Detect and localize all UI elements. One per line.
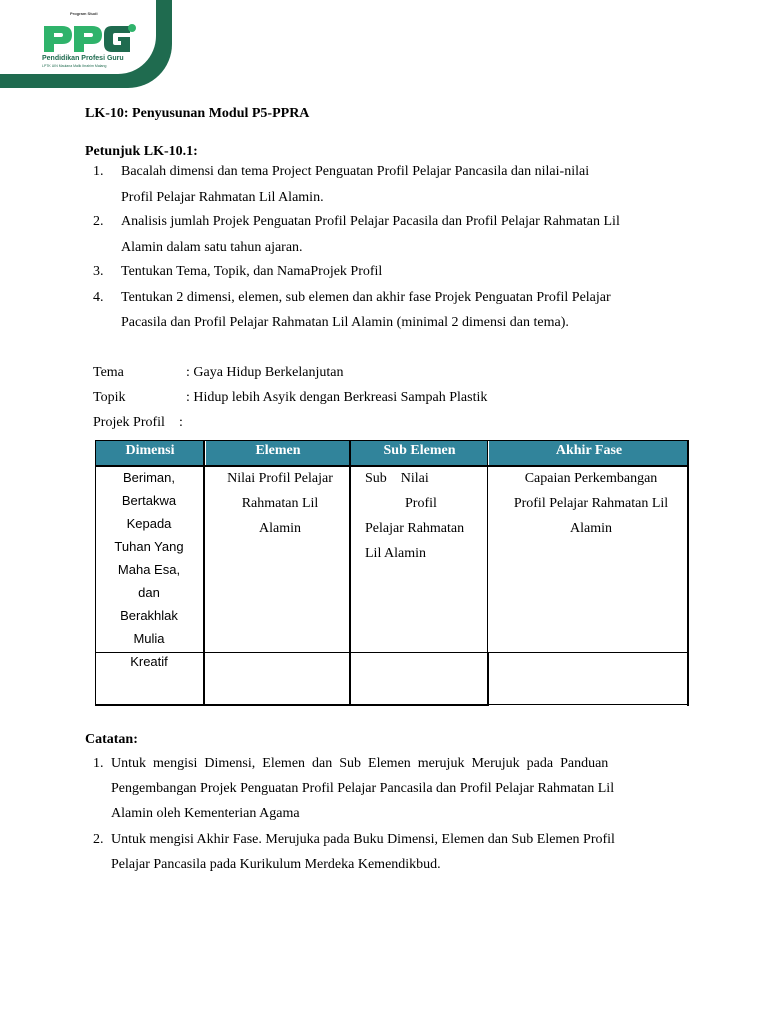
list-number: 1.	[93, 756, 104, 771]
column-divider	[203, 440, 205, 706]
cell-line: Alamin	[570, 521, 612, 536]
catatan-heading: Catatan:	[85, 732, 138, 747]
list-line: Tentukan Tema, Topik, dan NamaProjek Profil	[121, 264, 383, 279]
table-header-elemen: Elemen	[206, 440, 350, 465]
cell-line: dan	[138, 585, 160, 600]
cell-line: Mulia	[133, 631, 165, 646]
list-line: Alamin oleh Kementerian Agama	[111, 806, 300, 821]
table-border	[95, 704, 489, 706]
ppg-logo-icon	[40, 22, 136, 54]
cell-akhir-fase	[491, 466, 691, 541]
list-line: Tentukan 2 dimensi, elemen, sub elemen dan akhir fase Projek Penguatan Profil Pelajar	[121, 290, 611, 305]
topik-label: Topik	[93, 390, 126, 405]
column-divider	[487, 652, 489, 706]
tema-value: : Gaya Hidup Berkelanjutan	[186, 365, 344, 380]
cell-line: Sub Nilai	[365, 471, 429, 486]
table-border	[95, 440, 96, 706]
cell-line: Berakhlak	[120, 608, 178, 623]
tema-label: Tema	[93, 365, 124, 380]
cell-line: Bertakwa	[121, 493, 177, 508]
list-line: Analisis jumlah Projek Penguatan Profil Pelajar Pacasila dan Profil Pelajar Rahmatan Lil	[121, 214, 620, 229]
cell-line: Kepada	[126, 516, 172, 531]
table-border	[95, 440, 689, 441]
table-header-akhir-fase: Akhir Fase	[489, 440, 689, 465]
list-line: Pengembangan Projek Penguatan Profil Pelajar Pancasila dan Profil Pelajar Rahmatan Lil	[111, 781, 615, 796]
list-line: Pacasila dan Profil Pelajar Rahmatan Lil Alamin (minimal 2 dimensi dan tema).	[121, 315, 569, 330]
petunjuk-heading: Petunjuk LK-10.1:	[85, 144, 198, 159]
cell-dimensi-kreatif: Kreatif	[130, 654, 168, 669]
list-line: Untuk mengisi Akhir Fase. Merujuka pada Buku Dimensi, Elemen dan Sub Elemen Profil	[111, 832, 615, 847]
cell-dimensi	[97, 466, 201, 650]
logo-name: Pendidikan Profesi Guru	[42, 55, 124, 62]
list-line: Untuk mengisi Dimensi, Elemen dan Sub Elemen merujuk Merujuk pada Panduan	[111, 756, 609, 771]
cell-line: Capaian Perkembangan	[524, 471, 658, 486]
list-number: 1.	[93, 164, 104, 179]
cell-line: Lil Alamin	[365, 546, 427, 561]
table-border	[488, 704, 689, 705]
list-number: 2.	[93, 214, 104, 229]
table-header-sub-elemen: Sub Elemen	[351, 440, 488, 465]
projek-profil-label: Projek Profil :	[93, 415, 183, 430]
cell-line: Maha Esa,	[117, 562, 181, 577]
cell-line: Nilai Profil Pelajar	[227, 471, 333, 486]
document-title: LK-10: Penyusunan Modul P5-PPRA	[85, 106, 310, 121]
list-number: 2.	[93, 832, 104, 847]
profile-table	[95, 440, 689, 706]
cell-sub-elemen	[365, 466, 485, 566]
cell-elemen	[207, 466, 353, 541]
list-line: Alamin dalam satu tahun ajaran.	[121, 240, 303, 255]
cell-line: Pelajar Rahmatan	[365, 521, 465, 536]
list-line: Bacalah dimensi dan tema Project Penguatan Profil Pelajar Pancasila dan nilai-nilai	[121, 164, 590, 179]
cell-line: Profil Pelajar Rahmatan Lil	[513, 496, 669, 511]
cell-line: Rahmatan Lil	[241, 496, 319, 511]
list-number: 4.	[93, 290, 104, 305]
list-line: Profil Pelajar Rahmatan Lil Alamin.	[121, 190, 324, 205]
logo-program-studi: Program Studi	[70, 11, 98, 16]
list-line: Pelajar Pancasila pada Kurikulum Merdeka Kemendikbud.	[111, 857, 441, 872]
topik-value: : Hidup lebih Asyik dengan Berkreasi Sampah Plastik	[186, 390, 488, 405]
logo-card	[0, 0, 156, 74]
cell-line: Tuhan Yang	[114, 539, 184, 554]
table-header-dimensi: Dimensi	[95, 440, 205, 465]
logo-subtitle: LPTK UIN Maulana Malik Ibrahim Malang	[42, 64, 107, 68]
cell-line: Profil	[405, 496, 437, 511]
cell-line: Beriman,	[122, 470, 176, 485]
cell-line: Alamin	[259, 521, 301, 536]
list-number: 3.	[93, 264, 104, 279]
